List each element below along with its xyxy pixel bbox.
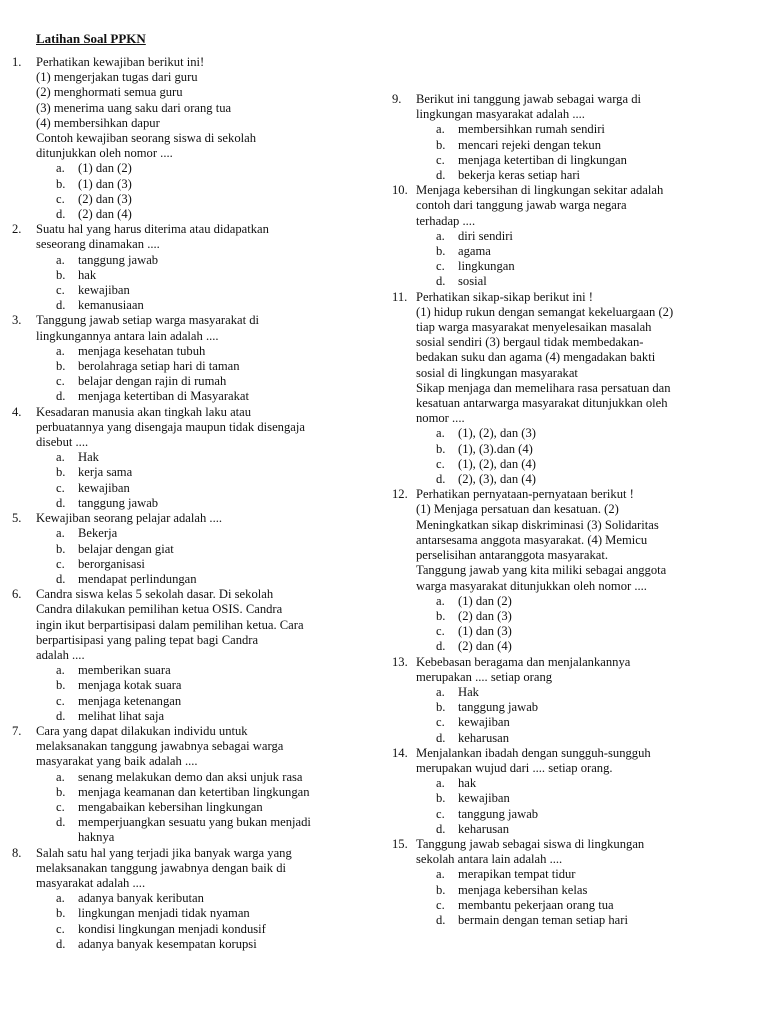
- option-text: kemanusiaan: [78, 298, 144, 313]
- option-letter: c.: [56, 921, 65, 936]
- question-text-line: (1) Menjaga persatuan dan kesatuan. (2): [416, 502, 619, 517]
- answer-option[interactable]: [436, 776, 744, 791]
- option-text: berolahraga setiap hari di taman: [78, 359, 240, 374]
- question-number: 6.: [12, 587, 22, 602]
- option-letter: a.: [436, 867, 445, 882]
- answer-option[interactable]: [56, 161, 372, 176]
- question-number: 2.: [12, 222, 22, 237]
- answer-option[interactable]: [436, 153, 744, 168]
- answer-option[interactable]: [56, 785, 372, 800]
- question-item: [392, 487, 744, 654]
- option-text: merapikan tempat tidur: [458, 867, 576, 882]
- option-text: belajar dengan rajin di rumah: [78, 374, 227, 389]
- answer-options: [416, 594, 744, 655]
- answer-option[interactable]: [436, 700, 744, 715]
- question-item: [392, 290, 744, 488]
- answer-option[interactable]: [56, 253, 372, 268]
- answer-option[interactable]: [56, 557, 372, 572]
- question-text-line: nomor ....: [416, 411, 465, 426]
- option-letter: d.: [436, 730, 446, 745]
- option-text: tanggung jawab: [78, 252, 159, 267]
- answer-option[interactable]: [436, 898, 744, 913]
- option-letter: a.: [56, 769, 65, 784]
- option-text: melihat lihat saja: [78, 708, 165, 723]
- question-text-line: masyarakat yang baik adalah ....: [36, 754, 198, 769]
- option-text: menjaga keamanan dan ketertiban lingkungan: [78, 784, 310, 799]
- option-letter: a.: [56, 663, 65, 678]
- option-letter: d.: [436, 639, 446, 654]
- option-text: (1) dan (2): [458, 593, 512, 608]
- answer-options: [416, 776, 744, 837]
- option-letter: b.: [56, 359, 66, 374]
- question-number: 5.: [12, 511, 22, 526]
- question-number: 14.: [392, 745, 408, 760]
- question-text-line: ditunjukkan oleh nomor ....: [36, 146, 173, 161]
- answer-option[interactable]: [56, 177, 372, 192]
- answer-options: [416, 426, 744, 487]
- option-text: (1), (2), dan (4): [458, 456, 536, 471]
- question-text-line: Menjalankan ibadah dengan sungguh-sungguh: [416, 745, 651, 760]
- left-column: [12, 55, 372, 952]
- question-text-line: merupakan wujud dari .... setiap orang.: [416, 760, 613, 775]
- answer-options: [416, 229, 744, 290]
- answer-option[interactable]: [436, 685, 744, 700]
- answer-option[interactable]: [436, 442, 744, 457]
- option-text: sosial: [458, 274, 487, 289]
- answer-option[interactable]: [56, 359, 372, 374]
- answer-option[interactable]: [56, 207, 372, 222]
- option-letter: d.: [56, 495, 66, 510]
- question-text-line: Kewajiban seorang pelajar adalah ....: [36, 511, 223, 526]
- option-text: menjaga ketenangan: [78, 693, 182, 708]
- question-text-line: Menjaga kebersihan di lingkungan sekitar adalah: [416, 183, 664, 198]
- option-text: hak: [458, 776, 477, 791]
- option-text: haknya: [78, 830, 115, 845]
- option-letter: a.: [56, 526, 65, 541]
- option-text: adanya banyak keributan: [78, 891, 204, 906]
- option-letter: a.: [56, 161, 65, 176]
- option-text: (1) dan (3): [78, 176, 132, 191]
- question-text-line: Suatu hal yang harus diterima atau didapatkan: [36, 222, 269, 237]
- question-text-line: Meningkatkan sikap diskriminasi (3) Solidaritas: [416, 517, 659, 532]
- option-text: Hak: [458, 684, 479, 699]
- option-text: (2), (3), dan (4): [458, 472, 536, 487]
- option-letter: c.: [56, 480, 65, 495]
- answer-option[interactable]: [56, 298, 372, 313]
- option-letter: a.: [436, 228, 445, 243]
- option-letter: c.: [56, 283, 65, 298]
- answer-option[interactable]: [436, 594, 744, 609]
- question-text-line: sosial di lingkungan masyarakat: [416, 365, 578, 380]
- option-text: menjaga kebersihan kelas: [458, 882, 588, 897]
- question-text-line: Cara yang dapat dilakukan individu untuk: [36, 723, 248, 738]
- question-text-line: lingkungannya antara lain adalah ....: [36, 328, 219, 343]
- question-text-line: Tanggung jawab yang kita miliki sebagai anggota: [416, 563, 667, 578]
- question-text-line: Kesadaran manusia akan tingkah laku atau: [36, 404, 252, 419]
- option-letter: c.: [56, 556, 65, 571]
- option-letter: d.: [56, 207, 66, 222]
- answer-options: [36, 253, 372, 314]
- option-text: Bekerja: [78, 526, 118, 541]
- answer-options: [36, 891, 372, 952]
- option-text: memberikan suara: [78, 663, 171, 678]
- option-letter: b.: [436, 700, 446, 715]
- option-letter: c.: [436, 715, 445, 730]
- option-text: keharusan: [458, 821, 510, 836]
- question-number: 7.: [12, 723, 22, 738]
- option-letter: d.: [436, 821, 446, 836]
- option-text: diri sendiri: [458, 228, 513, 243]
- option-text: kewajiban: [78, 283, 130, 298]
- option-letter: d.: [56, 389, 66, 404]
- question-text-line: Candra siswa kelas 5 sekolah dasar. Di sekolah: [36, 587, 274, 602]
- option-text: memperjuangkan sesuatu yang bukan menjadi: [78, 815, 311, 830]
- question-text-line: lingkungan masyarakat adalah ....: [416, 107, 585, 122]
- answer-option[interactable]: [436, 168, 744, 183]
- answer-option[interactable]: [56, 678, 372, 693]
- question-text-line: sosial sendiri (3) bergaul tidak membedakan-: [416, 335, 644, 350]
- option-text: membersihkan rumah sendiri: [458, 122, 605, 137]
- option-letter: b.: [56, 465, 66, 480]
- question-number: 8.: [12, 845, 22, 860]
- answer-option[interactable]: [436, 867, 744, 882]
- option-letter: d.: [56, 708, 66, 723]
- answer-option[interactable]: [56, 465, 372, 480]
- question-item: [12, 846, 372, 952]
- answer-option[interactable]: [56, 496, 372, 511]
- option-text: Hak: [78, 450, 99, 465]
- option-letter: c.: [56, 693, 65, 708]
- option-letter: c.: [56, 191, 65, 206]
- question-item: [392, 746, 744, 837]
- question-item: [12, 511, 372, 587]
- answer-option[interactable]: [436, 609, 744, 624]
- option-text: (2) dan (4): [458, 639, 512, 654]
- question-text-line: Perhatikan kewajiban berikut ini!: [36, 55, 205, 69]
- question-text-line: Contoh kewajiban seorang siswa di sekolah: [36, 131, 256, 146]
- answer-option[interactable]: [436, 138, 744, 153]
- question-text-line: perselisihan antaranggota masyarakat.: [416, 548, 608, 563]
- option-text: hak: [78, 267, 97, 282]
- answer-option[interactable]: [56, 891, 372, 906]
- answer-option[interactable]: [56, 450, 372, 465]
- question-text-line: antarsesama anggota masyarakat. (4) Memicu: [416, 532, 648, 547]
- option-text: (1), (3).dan (4): [458, 441, 533, 456]
- question-text-line: Perhatikan pernyataan-pernyataan berikut !: [416, 487, 634, 502]
- option-text: berorganisasi: [78, 556, 145, 571]
- answer-option[interactable]: [56, 572, 372, 587]
- question-text-line: (2) menghormati semua guru: [36, 85, 183, 100]
- question-number: 1.: [12, 55, 22, 69]
- option-text: (2) dan (3): [458, 608, 512, 623]
- option-text: (1), (2), dan (3): [458, 426, 536, 441]
- question-item: [392, 183, 744, 289]
- option-letter: b.: [56, 784, 66, 799]
- question-item: [392, 92, 744, 183]
- answer-options: [36, 526, 372, 587]
- option-text: agama: [458, 244, 491, 259]
- question-text-line: Berikut ini tanggung jawab sebagai warga di: [416, 92, 641, 106]
- option-letter: b.: [436, 137, 446, 152]
- option-text: lingkungan: [458, 259, 515, 274]
- option-text: (2) dan (4): [78, 207, 132, 222]
- option-letter: b.: [436, 441, 446, 456]
- option-letter: d.: [56, 936, 66, 951]
- option-text: membantu pekerjaan orang tua: [458, 897, 614, 912]
- option-text: tanggung jawab: [458, 700, 539, 715]
- answer-option[interactable]: [56, 694, 372, 709]
- question-text-line: bedakan suku dan agama (4) mengadakan bakti: [416, 350, 656, 365]
- option-text: bermain dengan teman setiap hari: [458, 912, 628, 927]
- option-letter: d.: [56, 298, 66, 313]
- answer-options: [36, 770, 372, 846]
- option-letter: a.: [436, 593, 445, 608]
- option-text: lingkungan menjadi tidak nyaman: [78, 906, 250, 921]
- option-letter: b.: [56, 541, 66, 556]
- answer-option[interactable]: [56, 374, 372, 389]
- question-text-line: seseorang dinamakan ....: [36, 237, 160, 252]
- option-letter: c.: [436, 259, 445, 274]
- question-text-line: (3) menerima uang saku dari orang tua: [36, 100, 232, 115]
- option-letter: c.: [436, 152, 445, 167]
- option-text: kewajiban: [78, 480, 130, 495]
- question-number: 13.: [392, 654, 408, 669]
- answer-option[interactable]: [436, 822, 744, 837]
- answer-option[interactable]: [56, 481, 372, 496]
- option-text: belajar dengan giat: [78, 541, 174, 556]
- answer-option[interactable]: [436, 244, 744, 259]
- option-letter: b.: [436, 608, 446, 623]
- question-item: [12, 222, 372, 313]
- option-letter: a.: [56, 450, 65, 465]
- answer-options: [36, 663, 372, 724]
- question-text-line: disebut ....: [36, 435, 89, 450]
- option-text: mencari rejeki dengan tekun: [458, 137, 602, 152]
- answer-option[interactable]: [436, 624, 744, 639]
- option-letter: c.: [56, 799, 65, 814]
- question-item: [12, 724, 372, 846]
- answer-option[interactable]: [56, 283, 372, 298]
- option-text: (1) dan (3): [458, 624, 512, 639]
- answer-option[interactable]: [56, 922, 372, 937]
- answer-option[interactable]: [56, 906, 372, 921]
- answer-option[interactable]: [56, 389, 372, 404]
- option-letter: a.: [56, 252, 65, 267]
- option-letter: c.: [436, 806, 445, 821]
- option-letter: a.: [436, 426, 445, 441]
- question-number: 10.: [392, 183, 408, 198]
- option-text: mendapat perlindungan: [78, 571, 197, 586]
- answer-options: [416, 122, 744, 183]
- option-letter: d.: [56, 571, 66, 586]
- question-text-line: terhadap ....: [416, 213, 476, 228]
- answer-options: [36, 161, 372, 222]
- answer-options: [416, 685, 744, 746]
- right-column: [392, 92, 744, 928]
- question-text-line: warga masyarakat ditunjukkan oleh nomor ....: [416, 578, 647, 593]
- answer-option[interactable]: [436, 731, 744, 746]
- option-text: kerja sama: [78, 465, 133, 480]
- answer-option[interactable]: [56, 830, 372, 845]
- option-letter: b.: [56, 906, 66, 921]
- question-item: [392, 837, 744, 928]
- answer-option[interactable]: [436, 807, 744, 822]
- answer-option[interactable]: [56, 815, 372, 830]
- question-number: 3.: [12, 313, 22, 328]
- option-letter: b.: [436, 791, 446, 806]
- option-letter: b.: [436, 244, 446, 259]
- question-text-line: melaksanakan tanggung jawabnya dengan baik di: [36, 860, 287, 875]
- question-text-line: masyarakat adalah ....: [36, 875, 146, 890]
- question-text-line: tiap warga masyarakat menyelesaikan masalah: [416, 320, 652, 335]
- answer-option[interactable]: [436, 122, 744, 137]
- option-text: menjaga kotak suara: [78, 678, 182, 693]
- page-title: Latihan Soal PPKN: [36, 31, 146, 46]
- question-text-line: berpartisipasi yang paling tepat bagi Candra: [36, 632, 259, 647]
- answer-option[interactable]: [436, 472, 744, 487]
- option-text: kewajiban: [458, 715, 510, 730]
- option-letter: a.: [436, 122, 445, 137]
- option-text: bekerja keras setiap hari: [458, 168, 581, 183]
- question-item: [12, 55, 372, 222]
- option-text: tanggung jawab: [458, 806, 539, 821]
- question-text-line: Salah satu hal yang terjadi jika banyak warga yang: [36, 845, 292, 860]
- answer-option[interactable]: [436, 791, 744, 806]
- option-letter: a.: [56, 343, 65, 358]
- option-letter: b.: [56, 176, 66, 191]
- answer-option[interactable]: [436, 259, 744, 274]
- option-letter: b.: [56, 267, 66, 282]
- answer-option[interactable]: [56, 344, 372, 359]
- option-text: (1) dan (2): [78, 161, 132, 176]
- question-text-line: sekolah antara lain adalah ....: [416, 852, 563, 867]
- answer-option[interactable]: [56, 268, 372, 283]
- question-item: [12, 313, 372, 404]
- option-text: menjaga ketertiban di lingkungan: [458, 152, 627, 167]
- option-letter: d.: [436, 912, 446, 927]
- answer-option[interactable]: [436, 274, 744, 289]
- option-letter: d.: [56, 815, 66, 830]
- option-letter: d.: [436, 274, 446, 289]
- option-letter: c.: [56, 374, 65, 389]
- answer-option[interactable]: [56, 526, 372, 541]
- question-number: 15.: [392, 836, 408, 851]
- question-number: 11.: [392, 289, 408, 304]
- answer-option[interactable]: [56, 800, 372, 815]
- option-text: keharusan: [458, 730, 510, 745]
- option-text: tanggung jawab: [78, 495, 159, 510]
- question-text-line: kesatuan antarwarga masyarakat ditunjukkan oleh: [416, 396, 668, 411]
- option-text: kondisi lingkungan menjadi kondusif: [78, 921, 266, 936]
- answer-option[interactable]: [56, 709, 372, 724]
- answer-option[interactable]: [436, 913, 744, 928]
- answer-option[interactable]: [436, 229, 744, 244]
- option-letter: c.: [436, 456, 445, 471]
- option-letter: a.: [436, 684, 445, 699]
- question-text-line: adalah ....: [36, 647, 85, 662]
- option-text: menjaga ketertiban di Masyarakat: [78, 389, 249, 404]
- answer-option[interactable]: [56, 770, 372, 785]
- option-letter: a.: [436, 776, 445, 791]
- answer-option[interactable]: [436, 426, 744, 441]
- answer-option[interactable]: [56, 192, 372, 207]
- option-text: senang melakukan demo dan aksi unjuk rasa: [78, 769, 303, 784]
- answer-option[interactable]: [56, 937, 372, 952]
- option-text: (2) dan (3): [78, 191, 132, 206]
- option-text: mengabaikan kebersihan lingkungan: [78, 799, 263, 814]
- question-text-line: Sikap menjaga dan memelihara rasa persatuan dan: [416, 380, 671, 395]
- question-text-line: Candra dilakukan pemilihan ketua OSIS. Candra: [36, 602, 283, 617]
- option-text: adanya banyak kesempatan korupsi: [78, 936, 257, 951]
- answer-option[interactable]: [56, 542, 372, 557]
- question-text-line: merupakan .... setiap orang: [416, 669, 553, 684]
- option-letter: c.: [436, 624, 445, 639]
- answer-options: [36, 450, 372, 511]
- question-text-line: Tanggung jawab setiap warga masyarakat di: [36, 313, 260, 328]
- question-text-line: Kebebasan beragama dan menjalankannya: [416, 654, 631, 669]
- question-text-line: melaksanakan tanggung jawabnya sebagai warga: [36, 739, 284, 754]
- answer-option[interactable]: [56, 663, 372, 678]
- question-item: [392, 655, 744, 746]
- answer-options: [36, 344, 372, 405]
- question-text-line: perbuatannya yang disengaja maupun tidak disengaja: [36, 419, 305, 434]
- question-text-line: (4) membersihkan dapur: [36, 115, 160, 130]
- answer-option[interactable]: [436, 639, 744, 654]
- question-text-line: Perhatikan sikap-sikap berikut ini !: [416, 289, 593, 304]
- option-letter: b.: [436, 882, 446, 897]
- question-text-line: Tanggung jawab sebagai siswa di lingkungan: [416, 836, 645, 851]
- answer-option[interactable]: [436, 883, 744, 898]
- option-letter: a.: [56, 891, 65, 906]
- question-item: [12, 405, 372, 511]
- answer-option[interactable]: [436, 715, 744, 730]
- question-text-line: contoh dari tanggung jawab warga negara: [416, 198, 627, 213]
- question-number: 9.: [392, 92, 402, 106]
- question-text-line: (1) mengerjakan tugas dari guru: [36, 70, 198, 85]
- question-text-line: ingin ikut berpartisipasi dalam pemilihan ketua. Cara: [36, 617, 304, 632]
- question-text-line: (1) hidup rukun dengan semangat kekeluargaan (2): [416, 304, 674, 319]
- option-text: kewajiban: [458, 791, 510, 806]
- option-letter: d.: [436, 168, 446, 183]
- answer-options: [416, 867, 744, 928]
- option-letter: d.: [436, 472, 446, 487]
- option-letter: b.: [56, 678, 66, 693]
- answer-option[interactable]: [436, 457, 744, 472]
- question-number: 12.: [392, 487, 408, 502]
- option-letter: c.: [436, 897, 445, 912]
- option-text: menjaga kesehatan tubuh: [78, 343, 206, 358]
- question-number: 4.: [12, 404, 22, 419]
- question-item: [12, 587, 372, 724]
